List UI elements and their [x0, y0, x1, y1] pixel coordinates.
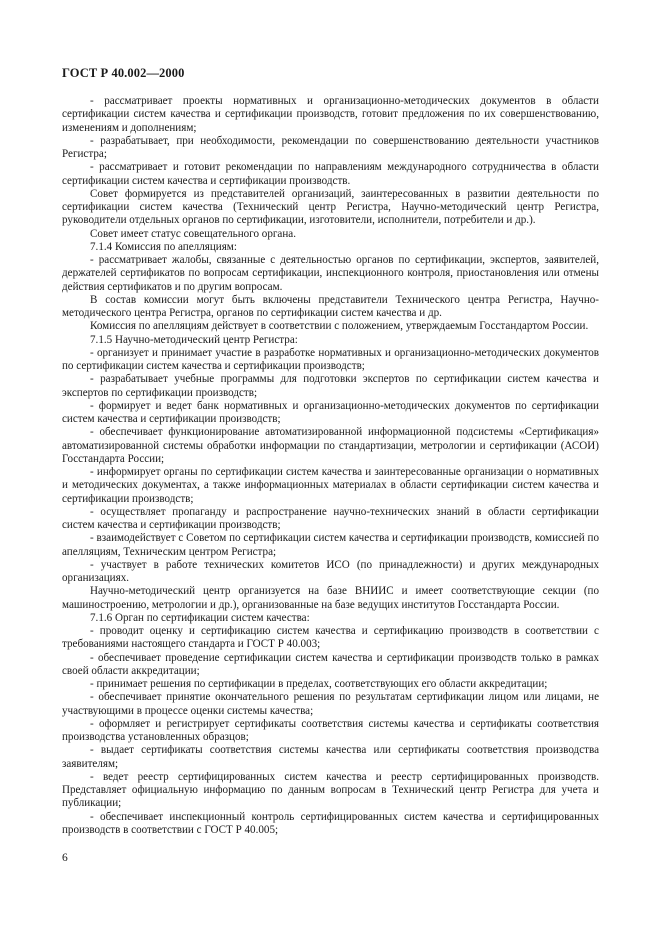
section-heading: 7.1.5 Научно-методический центр Регистра:	[90, 333, 298, 346]
paragraph: - взаимодействует с Советом по сертификации систем качества и сертификации производств, комиссией по апелляциям, Техническим центром Регистра;	[62, 532, 599, 558]
paragraph: Совет формируется из представителей организаций, заинтересованных в развитии деятельности по сертификации систем качества (Технический центр Регистра, Научно-методический центр Регистра, руководители отдельных органов по сертификации, изготовители, исполнители, потребители и др.).	[62, 187, 599, 227]
document-header: ГОСТ Р 40.002—2000	[62, 66, 185, 80]
paragraph: - организует и принимает участие в разработке нормативных и организационно-методических документов по сертификации систем качества и сертификации производств;	[62, 346, 599, 372]
section-heading: 7.1.4 Комиссия по апелляциям:	[90, 240, 237, 253]
paragraph: - разрабатывает, при необходимости, рекомендации по совершенствованию деятельности участников Регистра;	[62, 134, 599, 160]
paragraph: - выдает сертификаты соответствия системы качества или сертификаты соответствия производства заявителям;	[62, 744, 599, 770]
paragraph: - оформляет и регистрирует сертификаты соответствия системы качества и сертификаты соответствия производства установленных образцов;	[62, 717, 599, 743]
paragraph: Научно-методический центр организуется на базе ВНИИС и имеет соответствующие секции (по машиностроению, метрологии и др.), организованные на базе ведущих институтов Госстандарта России.	[62, 585, 599, 611]
paragraph: - участвует в работе технических комитетов ИСО (по принадлежности) и других международных организациях.	[62, 558, 599, 584]
section-heading: 7.1.6 Орган по сертификации систем качества:	[90, 611, 310, 624]
paragraph: - проводит оценку и сертификацию систем качества и сертификацию производств в соответствии с требованиями настоящего стандарта и ГОСТ Р 40.003;	[62, 625, 599, 651]
paragraph: - рассматривает проекты нормативных и организационно-методических документов в области сертификации систем качества и сертификации производств, готовит предложения по их совершенствованию, изменениям и дополнениям;	[62, 95, 599, 134]
paragraph: - обеспечивает проведение сертификации систем качества и сертификации производств только в рамках своей области аккредитации;	[62, 651, 599, 677]
paragraph: - разрабатывает учебные программы для подготовки экспертов по сертификации систем качества и экспертов по сертификации производств;	[62, 373, 599, 399]
document-body	[62, 95, 599, 837]
paragraph: - формирует и ведет банк нормативных и организационно-методических документов по сертификации систем качества и сертификации производств;	[62, 399, 599, 425]
paragraph: - обеспечивает инспекционный контроль сертифицированных систем качества и сертифицированных производств в соответствии с ГОСТ Р 40.005;	[62, 810, 599, 836]
paragraph: - осуществляет пропаганду и распространение научно-технических знаний в области сертификации систем качества и сертификации производств;	[62, 505, 599, 531]
paragraph: - ведет реестр сертифицированных систем качества и реестр сертифицированных производств. Представляет официальную информацию по данным вопросам в Технический центр Регистра для учета и публикации;	[62, 770, 599, 810]
paragraph: В состав комиссии могут быть включены представители Технического центра Регистра, Научно-методического центра Регистра, органов по сертификации систем качества и др.	[62, 293, 599, 319]
paragraph: - информирует органы по сертификации систем качества и заинтересованные организации о нормативных и методических документах, а также информационных материалах в области сертификации систем качества и сертификации производств;	[62, 466, 599, 505]
paragraph: - обеспечивает принятие окончательного решения по результатам сертификации лицом или лицами, не участвующими в процессе оценки системы качества;	[62, 691, 599, 717]
paragraph: - рассматривает жалобы, связанные с деятельностью органов по сертификации, экспертов, заявителей, держателей сертификатов по вопросам сертификации, инспекционного контроля, приостановления или отмены действия сертификатов и по другим вопросам.	[62, 254, 599, 293]
paragraph: Комиссия по апелляциям действует в соответствии с положением, утверждаемым Госстандартом России.	[90, 320, 589, 333]
page-number: 6	[62, 852, 68, 864]
paragraph: - рассматривает и готовит рекомендации по направлениям международного сотрудничества в области сертификации систем качества и сертификации производств.	[62, 161, 599, 187]
paragraph: - принимает решения по сертификации в пределах, соответствующих его области аккредитации;	[90, 678, 548, 690]
paragraph: Совет имеет статус совещательного органа.	[90, 227, 296, 240]
paragraph: - обеспечивает функционирование автоматизированной информационной подсистемы «Сертификация» автоматизированной системы обработки информации по стандартизации, метрологии и сертификации (АСОИ) Госстандарта России;	[62, 426, 599, 465]
